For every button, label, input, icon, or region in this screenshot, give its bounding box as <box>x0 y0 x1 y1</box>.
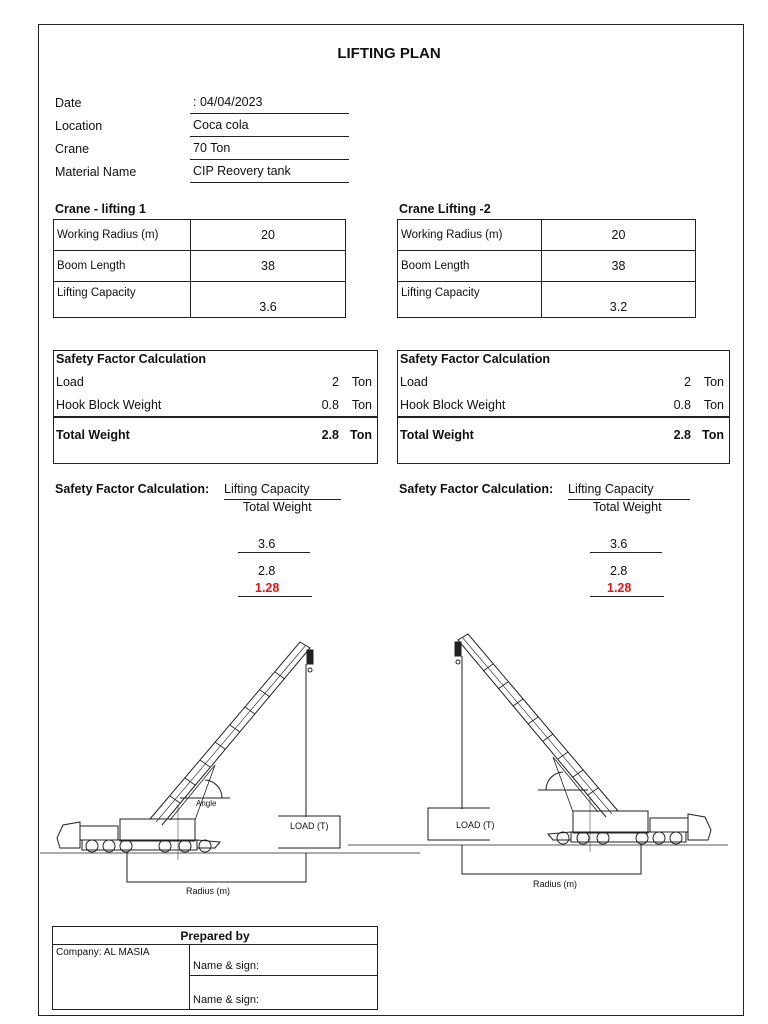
crane-2-drawing <box>348 634 728 874</box>
table-row <box>53 945 378 976</box>
table-row <box>398 220 696 251</box>
unit: Ton <box>702 428 724 442</box>
prepared-by-table <box>52 926 378 1010</box>
hook-value: 0.8 <box>321 398 339 412</box>
denominator-label: Total Weight <box>243 500 312 514</box>
radius-label-1: Radius (m) <box>186 886 231 896</box>
material-label: Material Name <box>55 165 137 179</box>
safety-factor-result: 1.28 <box>590 581 664 597</box>
safety-box-2 <box>397 350 730 464</box>
total-value: 2.8 <box>321 428 339 442</box>
company-field: Company: AL MASIA <box>53 945 190 1010</box>
load-label-1: LOAD (T) <box>290 821 329 831</box>
load-label-2: LOAD (T) <box>456 820 495 830</box>
safety-heading: Safety Factor Calculation <box>400 352 551 366</box>
crane-diagrams <box>0 620 768 910</box>
load-value: 2 <box>332 375 339 389</box>
radius-label-2: Radius (m) <box>533 879 578 889</box>
calc-label: Safety Factor Calculation: <box>399 482 554 496</box>
denominator-value: 2.8 <box>610 564 628 578</box>
row-label: Lifting Capacity <box>54 282 191 318</box>
name-sign-field-1[interactable]: Name & sign: <box>190 945 378 976</box>
unit: Ton <box>351 375 372 389</box>
row-value: 3.6 <box>191 282 346 318</box>
row-value: 38 <box>191 251 346 282</box>
numerator-label: Lifting Capacity <box>224 482 341 500</box>
hook-label: Hook Block Weight <box>400 398 506 412</box>
denominator-label: Total Weight <box>593 500 662 514</box>
row-label: Boom Length <box>54 251 191 282</box>
numerator-value: 3.6 <box>590 537 662 553</box>
safety-box-1 <box>53 350 378 464</box>
numerator-value: 3.6 <box>238 537 310 553</box>
crane-label: Crane <box>55 142 90 156</box>
page-title: LIFTING PLAN <box>337 45 441 62</box>
row-value: 3.2 <box>542 282 696 318</box>
location-value: Coca cola <box>190 118 349 137</box>
load-value: 2 <box>684 375 691 389</box>
unit: Ton <box>703 398 724 412</box>
divider <box>54 416 377 418</box>
crane-1-drawing <box>40 642 420 882</box>
row-value: 38 <box>542 251 696 282</box>
denominator-value: 2.8 <box>258 564 276 578</box>
row-value: 20 <box>542 220 696 251</box>
calc-label: Safety Factor Calculation: <box>55 482 210 496</box>
total-value: 2.8 <box>673 428 691 442</box>
lifting-1-table <box>53 219 346 318</box>
material-value: CIP Reovery tank <box>190 164 349 183</box>
lifting-2-heading: Crane Lifting -2 <box>399 202 491 216</box>
safety-heading: Safety Factor Calculation <box>56 352 207 366</box>
name-sign-field-2[interactable]: Name & sign: <box>190 976 378 1010</box>
load-label: Load <box>400 375 428 389</box>
hook-value: 0.8 <box>673 398 691 412</box>
hook-label: Hook Block Weight <box>56 398 162 412</box>
row-label: Working Radius (m) <box>54 220 191 251</box>
numerator-label: Lifting Capacity <box>568 482 690 500</box>
table-row <box>54 220 346 251</box>
lifting-1-heading: Crane - lifting 1 <box>55 202 146 216</box>
table-row <box>398 251 696 282</box>
table-row <box>53 927 378 945</box>
unit: Ton <box>351 398 372 412</box>
date-value: : 04/04/2023 <box>190 95 349 114</box>
safety-factor-result: 1.28 <box>238 581 312 597</box>
unit: Ton <box>350 428 372 442</box>
unit: Ton <box>703 375 724 389</box>
angle-label: Angle <box>196 799 217 808</box>
table-row <box>54 251 346 282</box>
lifting-2-table <box>397 219 696 318</box>
prepared-heading: Prepared by <box>53 927 378 945</box>
total-label: Total Weight <box>56 428 130 442</box>
row-label: Lifting Capacity <box>398 282 542 318</box>
location-label: Location <box>55 119 103 133</box>
crane-value: 70 Ton <box>190 141 349 160</box>
divider <box>398 416 729 418</box>
table-row <box>398 282 696 318</box>
date-label: Date <box>55 96 82 110</box>
row-label: Working Radius (m) <box>398 220 542 251</box>
table-row <box>54 282 346 318</box>
total-label: Total Weight <box>400 428 474 442</box>
load-label: Load <box>56 375 84 389</box>
row-value: 20 <box>191 220 346 251</box>
row-label: Boom Length <box>398 251 542 282</box>
